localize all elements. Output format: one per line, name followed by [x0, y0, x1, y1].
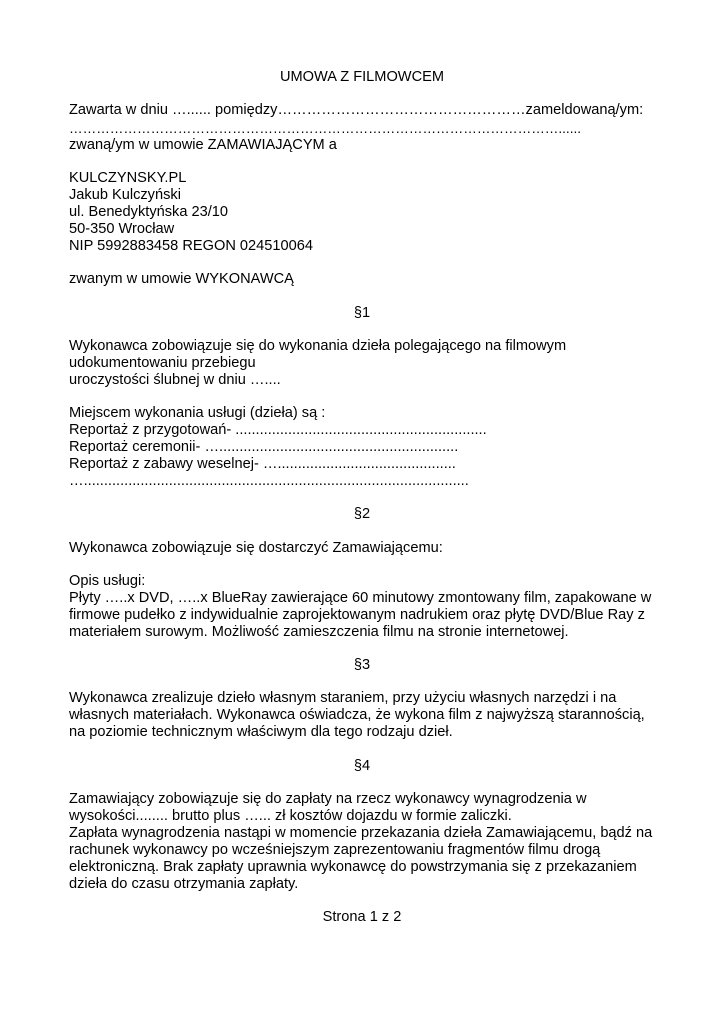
section-4-line: Zamawiający zobowiązuje się do zapłaty na rzecz wykonawcy wynagrodzenia w: [69, 791, 587, 807]
place-item: Reportaż z zabawy weselnej- …............................................: [69, 456, 456, 472]
service-description-line: materiałem surowym. Możliwość zamieszczenia filmu na stronie internetowej.: [69, 624, 569, 640]
contractor-role: zwanym w umowie WYKONAWCĄ: [69, 271, 294, 287]
section-4-heading: §4: [353, 758, 371, 774]
section-2-heading: §2: [353, 506, 371, 522]
service-description-line: firmowe pudełko z indywidualnie zaprojektowanym nadrukiem oraz płytę DVD/Blue Ray z: [69, 607, 645, 623]
section-3-heading: §3: [353, 657, 371, 673]
section-1-line: Wykonawca zobowiązuje się do wykonania dzieła polegającego na filmowym: [69, 338, 567, 354]
contractor-company: KULCZYNSKY.PL: [69, 170, 187, 186]
service-description-label: Opis usługi:: [69, 573, 146, 589]
intro-line-3: zwaną/ym w umowie ZAMAWIAJĄCYM a: [69, 137, 337, 153]
section-3-line: na poziomie technicznym właściwym dla tego rodzaju dzieł.: [69, 724, 453, 740]
section-4-line: dzieła do czasu otrzymania zapłaty.: [69, 876, 299, 892]
contractor-name: Jakub Kulczyński: [69, 187, 181, 203]
place-item: Reportaż z przygotowań- ..............................................................: [69, 422, 487, 438]
contractor-street: ul. Benedyktyńska 23/10: [69, 204, 229, 220]
section-4-line: Zapłata wynagrodzenia nastąpi w momencie przekazania dzieła Zamawiającemu, bądź na: [69, 825, 653, 841]
contractor-city: 50-350 Wrocław: [69, 221, 175, 237]
section-2-intro: Wykonawca zobowiązuje się dostarczyć Zamawiającemu:: [69, 540, 443, 556]
contractor-ids: NIP 5992883458 REGON 024510064: [69, 238, 313, 254]
section-4-line: elektroniczną. Brak zapłaty uprawnia wykonawcę do powstrzymania się z przekazaniem: [69, 859, 637, 875]
intro-line-2: ………………………………………………………………………………………………......: [69, 121, 582, 136]
page-number: Strona 1 z 2: [322, 909, 402, 925]
intro-line-1: Zawarta w dniu …...... pomiędzy……………………………………………zameldowaną/ym:: [69, 102, 644, 118]
section-3-line: własnych materiałach. Wykonawca oświadcza, że wykona film z najwyższą starannością,: [69, 707, 645, 723]
places-intro: Miejscem wykonania usługi (dzieła) są :: [69, 405, 326, 421]
service-description-line: Płyty …..x DVD, …..x BlueRay zawierające 60 minutowy zmontowany film, zapakowane w: [69, 590, 652, 606]
document-title: UMOWA Z FILMOWCEM: [279, 69, 445, 85]
section-3-line: Wykonawca zrealizuje dzieło własnym staraniem, przy użyciu własnych narzędzi i na: [69, 690, 617, 706]
section-1-line: udokumentowaniu przebiegu: [69, 355, 256, 371]
section-4-line: rachunek wykonawcy po wcześniejszym zaprezentowaniu fragmentów filmu drogą: [69, 842, 601, 858]
place-item: …...............................................................................................: [69, 473, 469, 489]
section-1-line: uroczystości ślubnej w dniu …....: [69, 372, 281, 388]
section-4-line: wysokości........ brutto plus …... zł kosztów dojazdu w formie zaliczki.: [69, 808, 512, 824]
place-item: Reportaż ceremonii- …...........................................................: [69, 439, 459, 455]
section-1-heading: §1: [353, 305, 371, 321]
